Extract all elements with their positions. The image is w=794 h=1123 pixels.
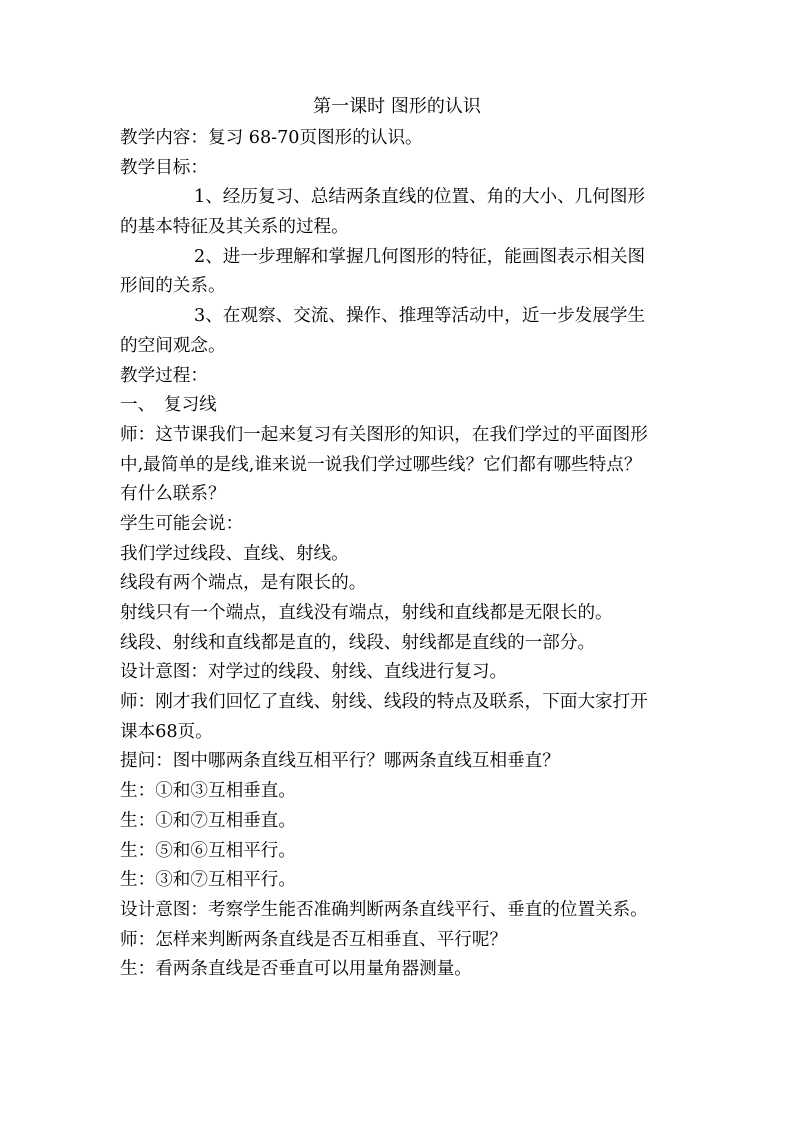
paragraph-line: 射线只有一个端点，直线没有端点，射线和直线都是无限长的。 — [120, 603, 613, 623]
document-body — [120, 124, 680, 985]
goal-2-line-1: 2、进一步理解和掌握几何图形的特征，能画图表示相关图 — [194, 246, 646, 267]
paragraph-line: 生：③和⑦互相平行。 — [120, 870, 296, 891]
paragraph-line: 生：看两条直线是否垂直可以用量角器测量。 — [120, 959, 472, 980]
goal-3-line-1: 3、在观察、交流、操作、推理等活动中，近一步发展学生 — [194, 306, 646, 327]
paragraph-line: 生：①和⑦互相垂直。 — [120, 810, 296, 831]
paragraph-line: 提问：图中哪两条直线互相平行？哪两条直线互相垂直？ — [120, 751, 560, 772]
goal-3-line-2: 的空间观念。 — [120, 335, 226, 356]
goal-1-line-2: 的基本特征及其关系的过程。 — [120, 217, 349, 238]
paragraph-line: 有什么联系？ — [120, 484, 226, 505]
paragraph-line: 生：①和③互相垂直。 — [120, 781, 296, 802]
paragraph-line: 学生可能会说： — [120, 513, 244, 534]
paragraph-line: 中,最简单的是线,谁来说一说我们学过哪些线？它们都有哪些特点？ — [120, 454, 642, 475]
goal-1-line-1: 1、经历复习、总结两条直线的位置、角的大小、几何图形 — [194, 187, 646, 208]
teaching-goals-heading: 教学目标： — [120, 157, 208, 178]
paragraph-line: 设计意图：考察学生能否准确判断两条直线平行、垂直的位置关系。 — [120, 899, 648, 920]
paragraph-line: 师：怎样来判断两条直线是否互相垂直、平行呢？ — [120, 929, 508, 950]
teaching-content: 教学内容：复习 68-70页图形的认识。 — [120, 128, 423, 148]
goal-2-line-2: 形间的关系。 — [120, 276, 226, 297]
teaching-process-heading: 教学过程： — [120, 365, 208, 386]
paragraph-line: 生：⑤和⑥互相平行。 — [120, 840, 296, 861]
paragraph-line: 师：刚才我们回忆了直线、射线、线段的特点及联系，下面大家打开 — [120, 692, 648, 713]
paragraph-line: 我们学过线段、直线、射线。 — [120, 543, 349, 564]
paragraph-line: 师：这节课我们一起来复习有关图形的知识，在我们学过的平面图形 — [120, 424, 648, 445]
paragraph-line: 线段、射线和直线都是直的，线段、射线都是直线的一部分。 — [120, 632, 596, 653]
paragraph-line: 设计意图：对学过的线段、射线、直线进行复习。 — [120, 662, 508, 683]
document-title: 第一课时 图形的认识 — [313, 96, 481, 117]
paragraph-line: 线段有两个端点，是有限长的。 — [120, 573, 367, 594]
section-1-heading: 一、 复习线 — [120, 395, 217, 416]
paragraph-line: 课本68页。 — [120, 721, 213, 742]
